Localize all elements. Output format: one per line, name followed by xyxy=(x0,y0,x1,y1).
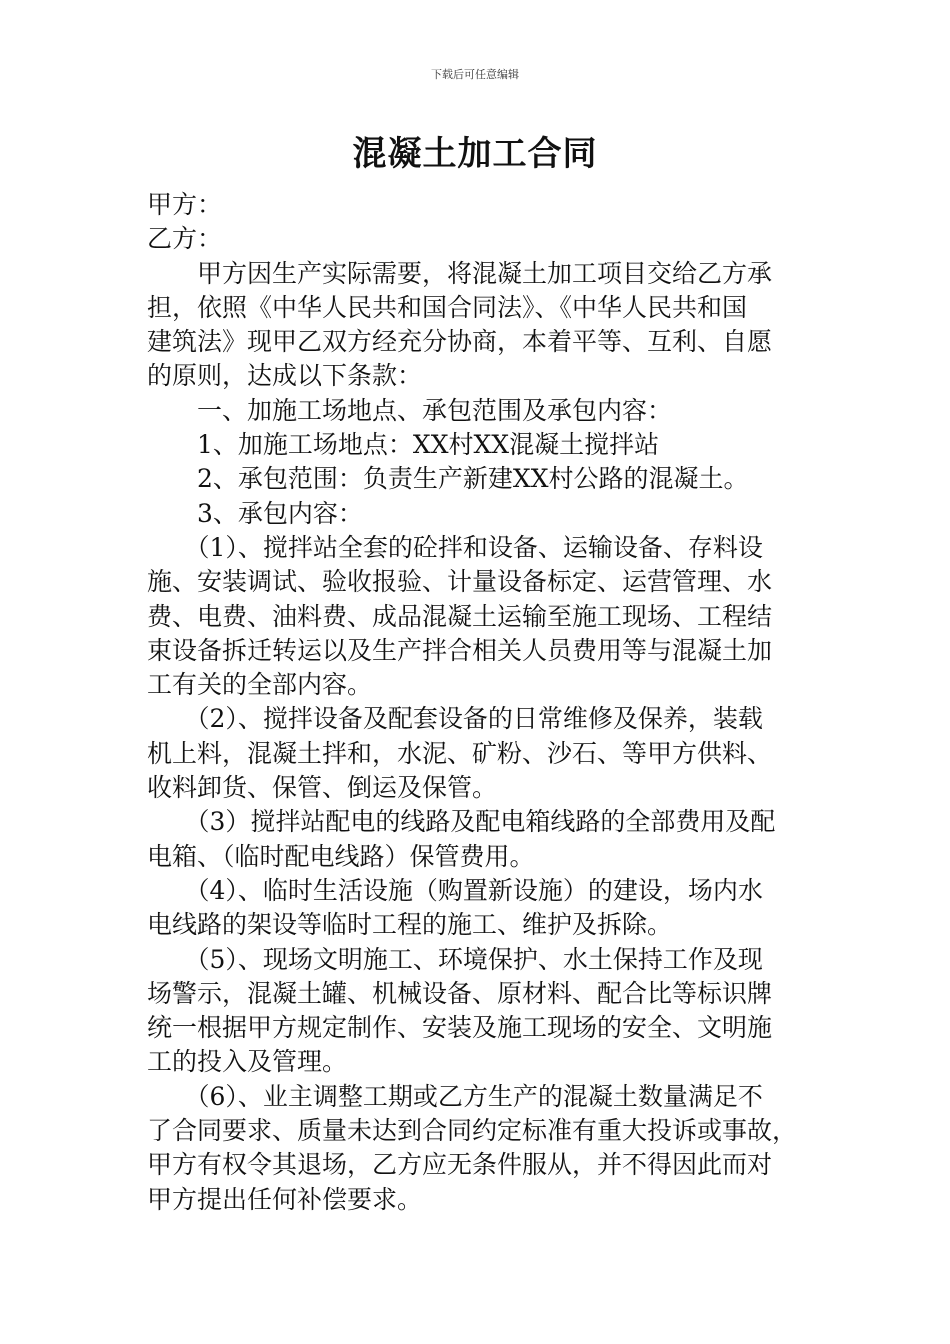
text-line: 机上料，混凝土拌和，水泥、矿粉、沙石、等甲方供料、 xyxy=(147,738,773,768)
text-line: 甲方因生产实际需要，将混凝土加工项目交给乙方承 xyxy=(147,258,773,288)
text-line: 了合同要求、质量未达到合同约定标准有重大投诉或事故， xyxy=(147,1116,798,1146)
clause-contract-scope xyxy=(147,462,809,496)
item-1 xyxy=(147,531,809,702)
clause-site-location xyxy=(147,428,809,462)
document-title: 混凝土加工合同 xyxy=(352,134,598,174)
text-line: 1、加施工场地点：XX村XX混凝土搅拌站 xyxy=(147,430,660,460)
text-line: 工有关的全部内容。 xyxy=(147,670,373,700)
text-line: 2、承包范围：负责生产新建XX村公路的混凝土。 xyxy=(147,464,749,494)
text-line: （3）搅拌站配电的线路及配电箱线路的全部费用及配 xyxy=(147,807,776,837)
item-5 xyxy=(147,943,809,1080)
text-line: 甲方提出任何补偿要求。 xyxy=(147,1184,423,1214)
text-line: 电线路的架设等临时工程的施工、维护及拆除。 xyxy=(147,910,673,940)
item-6 xyxy=(147,1080,809,1217)
text-line: （4）、临时生活设施（购置新设施）的建设，场内水 xyxy=(147,875,763,905)
contract-body xyxy=(147,188,809,1217)
text-line: （2）、搅拌设备及配套设备的日常维修及保养，装载 xyxy=(147,704,763,734)
item-2 xyxy=(147,702,809,805)
text-line: 施、安装调试、验收报验、计量设备标定、运营管理、水 xyxy=(147,567,773,597)
text-line: 的原则，达成以下条款： xyxy=(147,361,423,391)
item-3 xyxy=(147,805,809,874)
text-line: 一、加施工场地点、承包范围及承包内容： xyxy=(147,395,673,425)
text-line: （6）、业主调整工期或乙方生产的混凝土数量满足不 xyxy=(147,1081,763,1111)
party-a-line: 甲方： xyxy=(147,190,223,219)
text-line: 束设备拆迁转运以及生产拌合相关人员费用等与混凝土加 xyxy=(147,635,773,665)
paragraph-preamble xyxy=(147,257,809,394)
section-heading-1 xyxy=(147,394,809,428)
text-line: 电箱、（临时配电线路）保管费用。 xyxy=(147,841,535,871)
party-b-line: 乙方： xyxy=(147,224,223,254)
text-line: 甲方有权令其退场，乙方应无条件服从，并不得因此而对 xyxy=(147,1150,773,1180)
clause-contract-content xyxy=(147,497,809,531)
text-line: （5）、现场文明施工、环境保护、水土保持工作及现 xyxy=(147,944,763,974)
text-line: 统一根据甲方规定制作、安装及施工现场的安全、文明施 xyxy=(147,1013,773,1043)
text-line: 建筑法》现甲乙双方经充分协商，本着平等、互利、自愿 xyxy=(147,327,773,357)
text-line: 3、承包内容： xyxy=(147,498,363,528)
text-line: 收料卸货、保管、倒运及保管。 xyxy=(147,773,498,803)
item-4 xyxy=(147,874,809,943)
header-note: 下载后可任意编辑 xyxy=(431,68,519,81)
text-line: 费、电费、油料费、成品混凝土运输至施工现场、工程结 xyxy=(147,601,773,631)
text-line: 担，依照《中华人民共和国合同法》、《中华人民共和国 xyxy=(147,292,748,322)
text-line: 场警示，混凝土罐、机械设备、原材料、配合比等标识牌 xyxy=(147,978,773,1008)
text-line: 工的投入及管理。 xyxy=(147,1047,348,1077)
text-line: （1）、搅拌站全套的砼拌和设备、运输设备、存料设 xyxy=(147,532,763,562)
